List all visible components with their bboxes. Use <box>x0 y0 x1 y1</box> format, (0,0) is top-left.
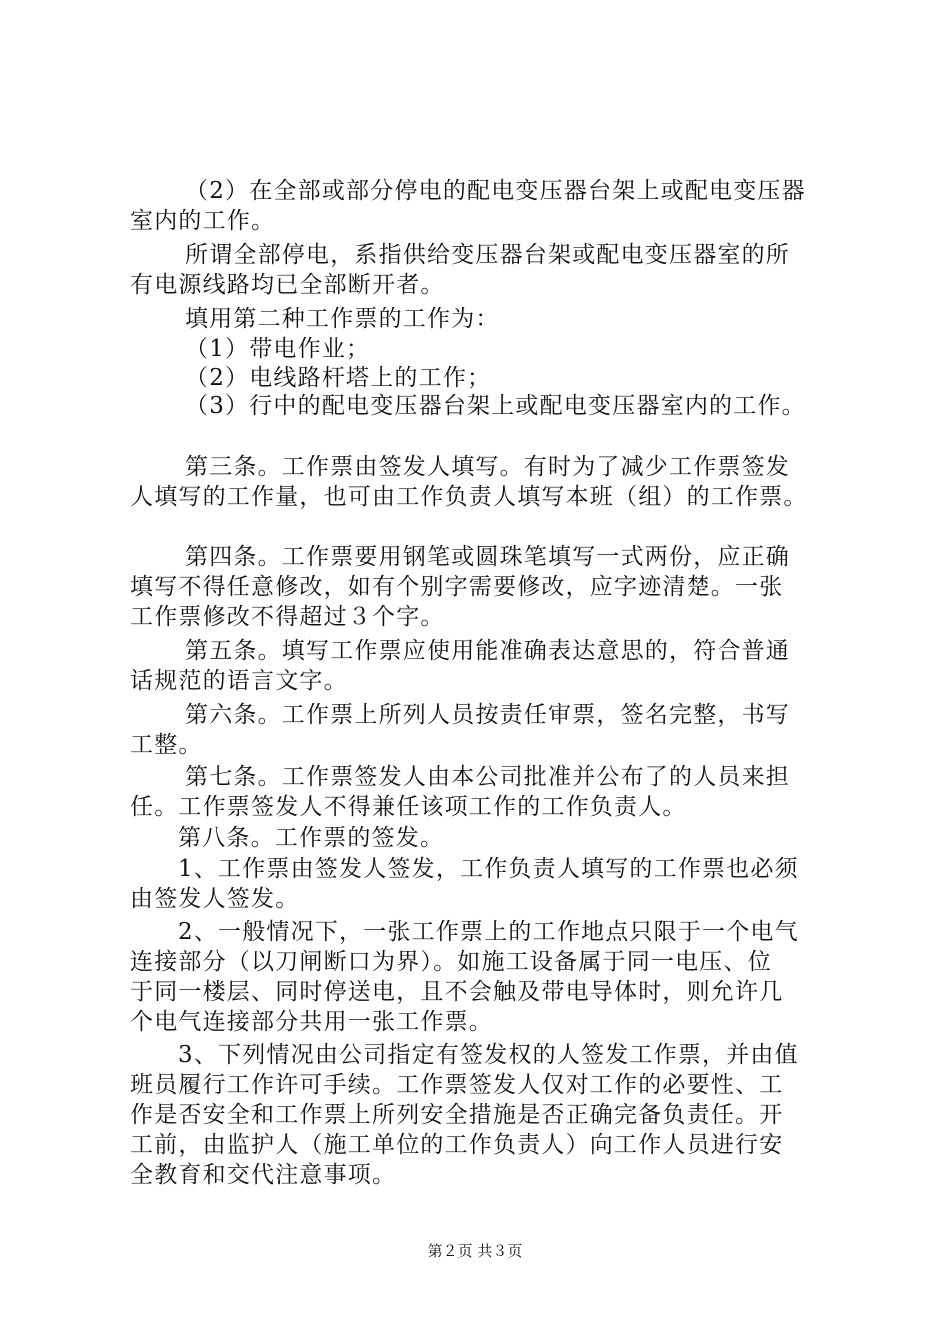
text-line: 于同一楼层、同时停送电，且不会触及带电导体时，则允许几 <box>130 979 784 1005</box>
text-line: 3、下列情况由公司指定有签发权的人签发工作票，并由值 <box>178 1042 799 1068</box>
text-line: 室内的工作。 <box>130 208 276 234</box>
text-line: 有电源线路均已全部断开者。 <box>130 272 445 298</box>
text-line: （2）在全部或部分停电的配电变压器台架上或配电变压器 <box>185 178 806 204</box>
text-line: 人填写的工作量，也可由工作负责人填写本班（组）的工作票。 <box>130 484 808 510</box>
text-line: 个电气连接部分共用一张工作票。 <box>130 1009 493 1035</box>
page-number-footer: 第２页 共３页 <box>427 1242 523 1260</box>
text-line: 连接部分（以刀闸断口为界）。如施工设备属于同一电压、位 <box>130 949 772 975</box>
text-line: 1、工作票由签发人签发，工作负责人填写的工作票也必须 <box>178 856 799 882</box>
text-line: 工整。 <box>130 732 203 758</box>
text-line: 作是否安全和工作票上所列安全措施是否正确完备负责任。开 <box>130 1102 784 1128</box>
text-line: 工前，由监护人（施工单位的工作负责人）向工作人员进行安 <box>130 1132 784 1158</box>
text-line: 第五条。填写工作票应使用能准确表达意思的，符合普通 <box>185 638 790 664</box>
text-line: 填写不得任意修改，如有个别字需要修改，应字迹清楚。一张 <box>130 574 784 600</box>
text-line: 第三条。工作票由签发人填写。有时为了减少工作票签发 <box>185 454 790 480</box>
text-line: 2、一般情况下，一张工作票上的工作地点只限于一个电气 <box>178 919 799 945</box>
text-line: 由签发人签发。 <box>130 886 300 912</box>
text-line: 任。工作票签发人不得兼任该项工作的工作负责人。 <box>130 794 687 820</box>
text-line: 所谓全部停电，系指供给变压器台架或配电变压器室的所 <box>185 242 790 268</box>
text-line: 第七条。工作票签发人由本公司批准并公布了的人员来担 <box>185 764 790 790</box>
text-line: 全教育和交代注意事项。 <box>130 1162 397 1188</box>
text-line: 填用第二种工作票的工作为： <box>185 306 500 332</box>
text-line: （1）带电作业； <box>185 336 371 362</box>
text-line: 话规范的语言文字。 <box>130 668 348 694</box>
text-line: （3）行中的配电变压器台架上或配电变压器室内的工作。 <box>185 393 806 419</box>
text-line: （2）电线路杆塔上的工作； <box>185 365 492 391</box>
text-line: 班员履行工作许可手续。工作票签发人仅对工作的必要性、工 <box>130 1072 784 1098</box>
text-line: 第八条。工作票的签发。 <box>178 825 445 851</box>
text-line: 第六条。工作票上所列人员按责任审票，签名完整，书写 <box>185 702 790 728</box>
text-line: 工作票修改不得超过３个字。 <box>130 604 445 630</box>
text-line: 第四条。工作票要用钢笔或圆珠笔填写一式两份，应正确 <box>185 544 790 570</box>
